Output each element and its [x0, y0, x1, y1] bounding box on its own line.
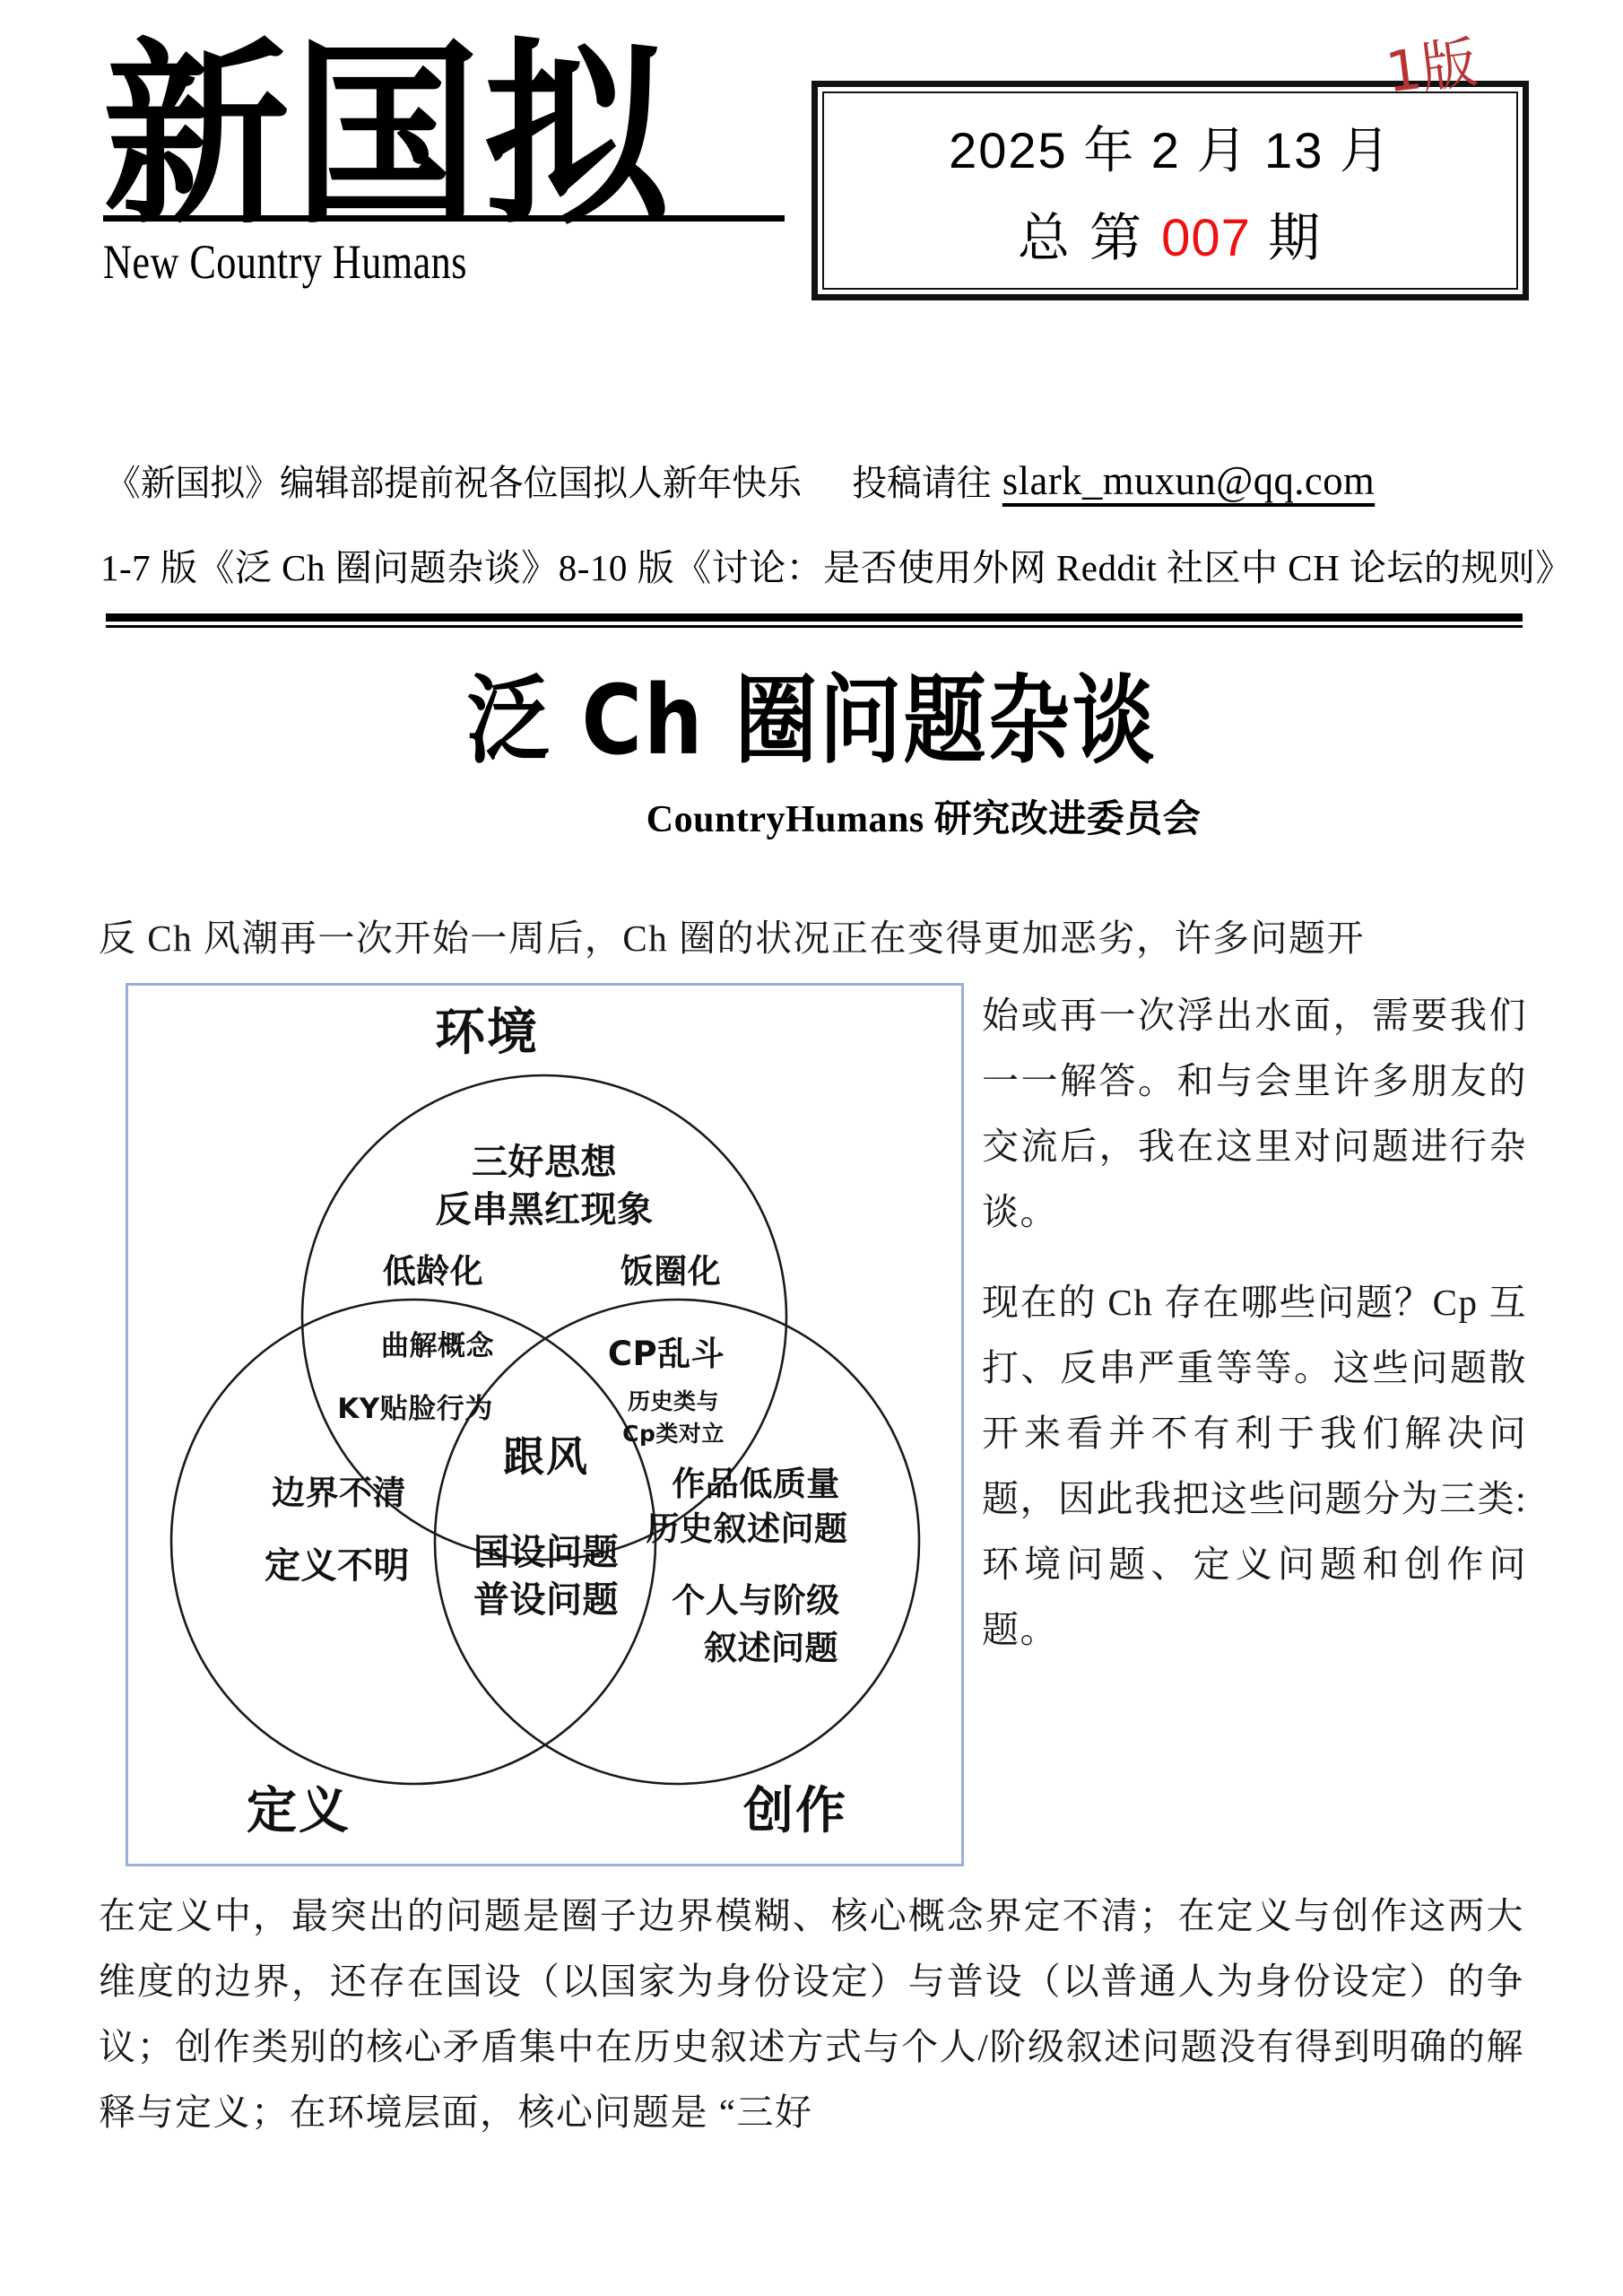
venn-label-env-create-1: CP乱斗 — [607, 1335, 725, 1373]
venn-label-env-3: 低龄化 — [382, 1252, 484, 1291]
venn-label-env-create-2b: Cp类对立 — [622, 1421, 725, 1447]
contents-entry-1: 1-7 版《泛 Ch 圈问题杂谈》 — [100, 546, 559, 588]
venn-label-def-1: 边界不清 — [272, 1474, 406, 1512]
venn-label-create-2: 历史叙述问题 — [646, 1509, 848, 1548]
venn-diagram — [128, 986, 961, 1864]
right-column-paragraph-2: 现在的 Ch 存在哪些问题？Cp 互打、反串严重等等。这些问题散开来看并不有利于我们解决问题，因此我把这些问题分为三类:环境问题、定义问题和创作问题。 — [982, 1281, 1527, 1650]
article-headline: 泛 Ch 圈问题杂谈 — [466, 665, 1157, 777]
masthead-title-cn: 新国拟 — [103, 22, 674, 251]
masthead — [0, 22, 1623, 323]
submission-email[interactable]: slark_muxun@qq.com — [1002, 457, 1376, 503]
bottom-paragraph: 在定义中，最突出的问题是圈子边界模糊、核心概念界定不清；在定义与创作这两大维度的边界，还存在国设（以国家为身份设定）与普设（以普通人为身份设定）的争议；创作类别的核心矛盾集中在历史叙述方式与个人/阶级叙述问题没有得到明确的解释与定义；在环境层面，核心问题是 “三好 — [99, 1895, 1524, 2133]
article-lead-line: 反 Ch 风潮再一次开始一周后，Ch 圈的状况正在变得更加恶劣，许多问题开 — [99, 918, 1365, 959]
venn-circles-svg — [128, 986, 961, 1864]
venn-label-def-create-2: 普设问题 — [473, 1579, 619, 1621]
contents-line — [100, 538, 1573, 590]
article-byline: CountryHumans 研究改进委员会 — [646, 799, 1202, 840]
divider-thin — [106, 625, 1523, 628]
article-right-column — [982, 983, 1527, 1663]
venn-label-create-3a: 个人与阶级 — [672, 1581, 840, 1620]
venn-label-env-2: 反串黑红现象 — [435, 1189, 654, 1231]
venn-title-creation: 创作 — [743, 1782, 847, 1840]
venn-title-definition: 定义 — [247, 1782, 351, 1840]
venn-label-def-create-1: 国设问题 — [473, 1532, 619, 1573]
venn-title-environment: 环境 — [435, 1004, 539, 1062]
venn-label-create-3b: 叙述问题 — [704, 1629, 838, 1667]
article-bottom-column — [99, 1883, 1524, 2145]
venn-label-env-4: 饭圈化 — [620, 1252, 722, 1291]
venn-label-env-def-2: KY贴脸行为 — [337, 1393, 493, 1425]
divider-thick — [106, 613, 1523, 622]
venn-label-env-1: 三好思想 — [472, 1142, 617, 1183]
strap-line — [106, 453, 1521, 507]
page-number-tag: 1版 — [1382, 29, 1481, 106]
issue-number-line — [1018, 196, 1323, 271]
masthead-logo — [103, 22, 812, 290]
venn-label-def-2: 定义不明 — [265, 1545, 410, 1587]
venn-label-center: 跟风 — [503, 1432, 589, 1481]
venn-label-create-1: 作品低质量 — [672, 1465, 840, 1503]
right-column-paragraph-1: 始或再一次浮出水面，需要我们一一解答。和与会里许多朋友的交流后，我在这里对问题进行杂谈。 — [982, 995, 1527, 1232]
publication-date: 2025 年 2 月 13 月 — [949, 121, 1392, 178]
greeting-text: 《新国拟》编辑部提前祝各位国拟人新年快乐 — [106, 462, 802, 504]
date-issue-box — [812, 81, 1529, 300]
submission-label: 投稿请往 — [852, 462, 992, 504]
issue-suffix-label: 期 — [1268, 208, 1324, 267]
issue-number: 007 — [1161, 208, 1251, 267]
issue-prefix-label: 总 第 — [1017, 208, 1145, 267]
masthead-title-en: New Country Humans — [103, 235, 467, 290]
venn-label-env-create-2a: 历史类与 — [627, 1388, 720, 1414]
contents-entry-2: 8-10 版《讨论：是否使用外网 Reddit 社区中 CH 论坛的规则》 — [558, 546, 1573, 588]
venn-label-env-def-1: 曲解概念 — [381, 1330, 494, 1362]
date-issue-box-inner — [822, 91, 1518, 290]
venn-diagram-figure — [126, 983, 964, 1866]
